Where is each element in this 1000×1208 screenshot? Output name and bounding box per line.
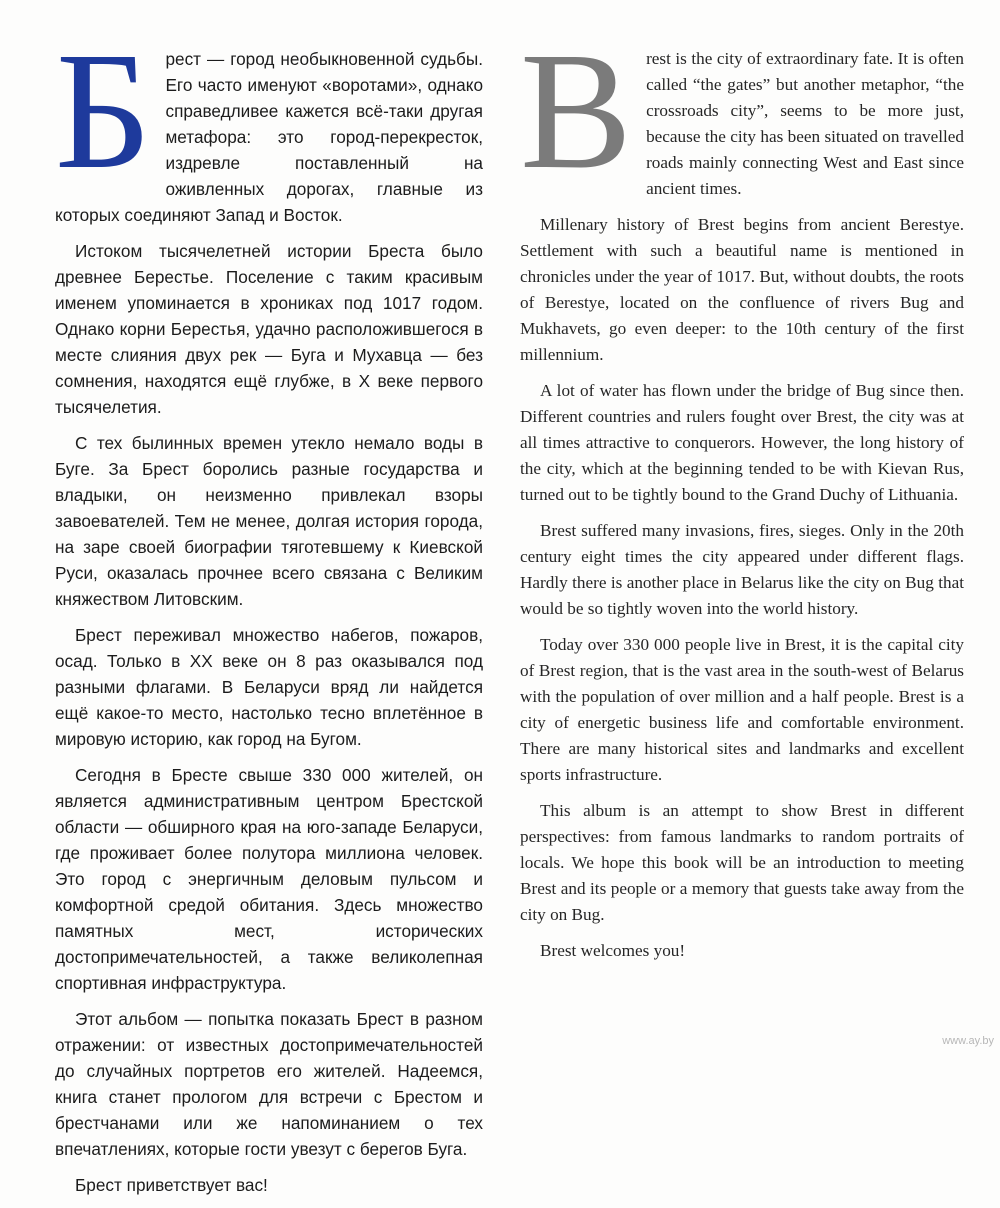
en-drop-cap: B: [520, 18, 633, 204]
watermark: www.ay.by: [942, 1035, 994, 1047]
ru-paragraph-1-text: рест — город необыкновенной судьбы. Его часто именуют «воротами», однако справедливее кажется всё-таки другая метафора: это город-перекресток, издревле поставленный на оживленных дорогах, главные из которых соединяют Запад и Восток.: [55, 49, 483, 225]
en-paragraph-2: Millenary history of Brest begins from ancient Berestye. Settlement with such a beautiful name is mentioned in chronicles under the year of 1017. But, without doubts, the roots of Berestye, located on the confluence of rivers Bug and Mukhavets, go even deeper: to the 10th century of the first millennium.: [520, 215, 964, 364]
ru-drop-cap: Б: [55, 18, 152, 204]
ru-paragraph-4: Брест переживал множество набегов, пожаров, осад. Только в XX веке он 8 раз оказывался под разными флагами. В Беларуси вряд ли найдется ещё какое-то место, настолько тесно вплетённое в мировую историю, как город на Бугом.: [55, 625, 483, 749]
en-paragraph-1: [520, 18, 964, 204]
ru-closing-line: Брест приветствует вас!: [75, 1175, 268, 1195]
ru-paragraph-2: Истоком тысячелетней истории Бреста было древнее Берестье. Поселение с таким красивым именем упоминается в хрониках под 1017 годом. Однако корни Берестья, удачно расположившегося в месте слияния двух рек — Буга и Мухавца — без сомнения, находятся ещё глубже, в X веке первого тысячелетия.: [55, 241, 483, 417]
en-paragraph-3: A lot of water has flown under the bridge of Bug since then. Different countries and rulers fought over Brest, the city was at all times attractive to conquerors. However, the long history of the city, which at the beginning tended to be with Kievan Rus, turned out to be tightly bound to the Grand Duchy of Lithuania.: [520, 381, 964, 504]
english-text-column: [520, 18, 964, 974]
en-paragraph-5: Today over 330 000 people live in Brest, it is the capital city of Brest region, that is the vast area in the south-west of Belarus with the population of over million and a half people. Brest is a city of energetic business life and comfortable environment. There are many historical sites and landmarks and excellent sports infrastructure.: [520, 635, 964, 784]
en-paragraph-4: Brest suffered many invasions, fires, sieges. Only in the 20th century eight times the city appeared under different flags. Hardly there is another place in Belarus like the city on Bug that would be so tightly woven into the world history.: [520, 521, 964, 618]
ru-paragraph-6: Этот альбом — попытка показать Брест в разном отражении: от известных достопримечательностей до случайных портретов его жителей. Надеемся, книга станет прологом для встречи с Брестом и брестчанами или же напоминанием о тех впечатлениях, которые гости увезут с берегов Буга.: [55, 1009, 483, 1159]
ru-paragraph-1: [55, 18, 483, 228]
en-closing-line: Brest welcomes you!: [540, 941, 686, 960]
ru-paragraph-3: С тех былинных времен утекло немало воды в Буге. За Брест боролись разные государства и владыки, он неизменно привлекал взоры завоевателей. Тем не менее, долгая история города, на заре своей биографии тяготевшему к Киевской Руси, оказалась прочнее всего связана с Великим княжеством Литовским.: [55, 433, 483, 609]
russian-text-column: [55, 18, 483, 1208]
en-paragraph-1-text: rest is the city of extraordinary fate. It is often called “the gates” but another metaphor, “the crossroads city”, seems to be more just, because the city has been situated on travelled roads mainly connecting West and East since ancient times.: [646, 49, 964, 198]
en-paragraph-6: This album is an attempt to show Brest in different perspectives: from famous landmarks to random portraits of locals. We hope this book will be an introduction to meeting Brest and its people or a memory that guests take away from the city on Bug.: [520, 801, 964, 924]
ru-paragraph-5: Сегодня в Бресте свыше 330 000 жителей, он является административным центром Брестской области — обширного края на юго-западе Беларуси, где проживает более полутора миллиона человек. Это город с энергичным деловым пульсом и комфортной средой обитания. Здесь множество памятных мест, исторических достопримечательностей, а также великолепная спортивная инфраструктура.: [55, 765, 483, 993]
